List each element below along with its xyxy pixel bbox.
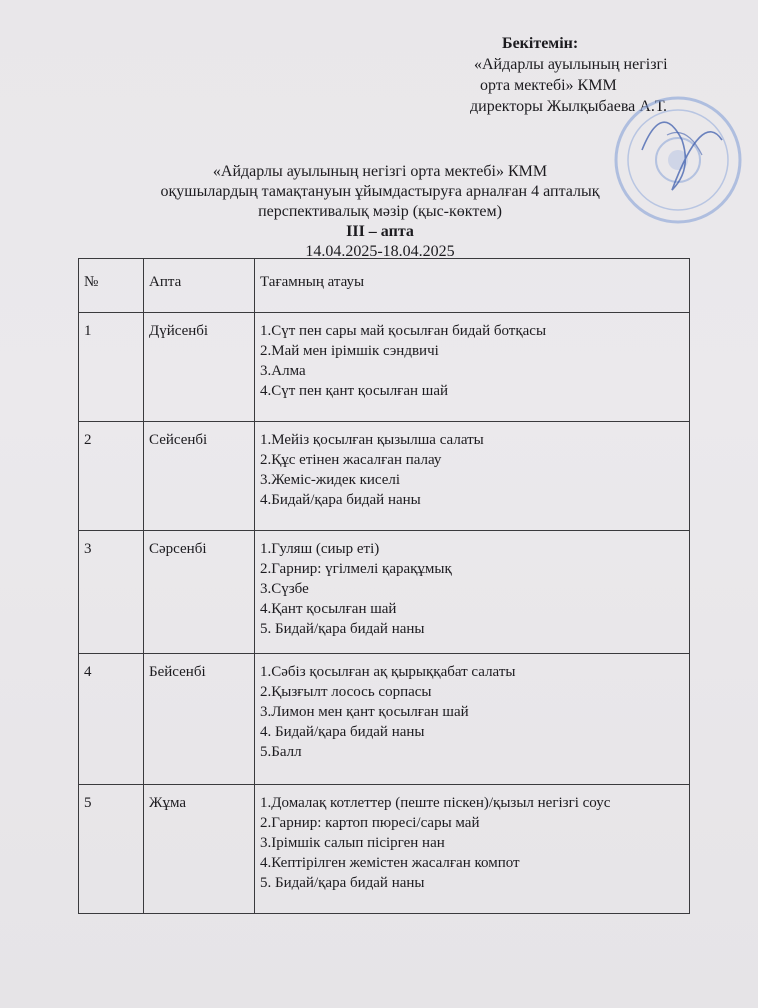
heading-line-2: оқушылардың тамақтануын ұйымдастыруға арналған 4 апталық xyxy=(160,183,600,200)
menu-item: 5. Бидай/қара бидай наны xyxy=(260,621,425,637)
row-number: 2 xyxy=(79,422,144,531)
table-header-row xyxy=(79,259,690,313)
menu-item: 2.Гарнир: үгілмелі қарақұмық xyxy=(260,561,452,577)
table-row xyxy=(79,785,690,914)
heading-dates: 14.04.2025-18.04.2025 xyxy=(305,243,455,260)
header-dish-name: Тағамның атауы xyxy=(255,259,690,313)
table-row xyxy=(79,313,690,422)
row-items xyxy=(255,531,690,654)
document-heading xyxy=(60,162,700,262)
menu-item: 2.Құс етінен жасалған палау xyxy=(260,452,442,468)
menu-item: 3.Жеміс-жидек киселі xyxy=(260,472,401,488)
menu-item: 2.Гарнир: картоп пюресі/сары май xyxy=(260,815,480,831)
menu-item: 2.Май мен ірімшік сэндвичі xyxy=(260,343,439,359)
row-items xyxy=(255,654,690,785)
table-row xyxy=(79,422,690,531)
header-number: № xyxy=(79,259,144,313)
menu-item: 4.Сүт пен қант қосылған шай xyxy=(260,383,449,399)
menu-item: 2.Қызғылт лосось сорпасы xyxy=(260,684,432,700)
approval-line-1: «Айдарлы ауылының негізгі xyxy=(474,56,668,73)
menu-item: 1.Мейіз қосылған қызылша салаты xyxy=(260,432,484,448)
heading-line-3: перспективалық мәзір (қыс-көктем) xyxy=(258,203,502,220)
menu-item: 4. Бидай/қара бидай наны xyxy=(260,724,425,740)
menu-item: 5.Балл xyxy=(260,744,302,760)
menu-table xyxy=(78,258,690,914)
row-number: 1 xyxy=(79,313,144,422)
menu-item: 1.Сәбіз қосылған ақ қырыққабат салаты xyxy=(260,664,516,680)
table-row xyxy=(79,531,690,654)
menu-item: 4.Бидай/қара бидай наны xyxy=(260,492,421,508)
menu-item: 4.Қант қосылған шай xyxy=(260,601,397,617)
heading-line-1: «Айдарлы ауылының негізгі орта мектебі» КММ xyxy=(212,163,548,180)
menu-item: 3.Сүзбе xyxy=(260,581,309,597)
heading-week: ІІІ – апта xyxy=(346,223,414,240)
approval-line-3: директоры Жылқыбаева А.Т. xyxy=(470,98,668,115)
header-day: Апта xyxy=(144,259,255,313)
row-day: Бейсенбі xyxy=(144,654,255,785)
menu-item: 1.Домалақ котлеттер (пеште піскен)/қызыл негізгі соус xyxy=(260,795,611,811)
row-day: Дүйсенбі xyxy=(144,313,255,422)
table-row xyxy=(79,654,690,785)
row-number: 5 xyxy=(79,785,144,914)
row-day: Сейсенбі xyxy=(144,422,255,531)
row-number: 4 xyxy=(79,654,144,785)
row-day: Сәрсенбі xyxy=(144,531,255,654)
menu-item: 5. Бидай/қара бидай наны xyxy=(260,875,425,891)
row-items xyxy=(255,422,690,531)
menu-item: 3.Ірімшік салып пісірген нан xyxy=(260,835,445,851)
menu-item: 3.Лимон мен қант қосылған шай xyxy=(260,704,469,720)
menu-item: 1.Сүт пен сары май қосылған бидай ботқасы xyxy=(260,323,547,339)
menu-item: 4.Кептірілген жемістен жасалған компот xyxy=(260,855,520,871)
menu-item: 1.Гуляш (сиыр еті) xyxy=(260,541,380,557)
row-day: Жұма xyxy=(144,785,255,914)
approval-line-2: орта мектебі» КММ xyxy=(480,77,617,94)
row-items xyxy=(255,785,690,914)
row-items xyxy=(255,313,690,422)
approval-title: Бекітемін: xyxy=(502,35,579,52)
row-number: 3 xyxy=(79,531,144,654)
menu-item: 3.Алма xyxy=(260,363,306,379)
